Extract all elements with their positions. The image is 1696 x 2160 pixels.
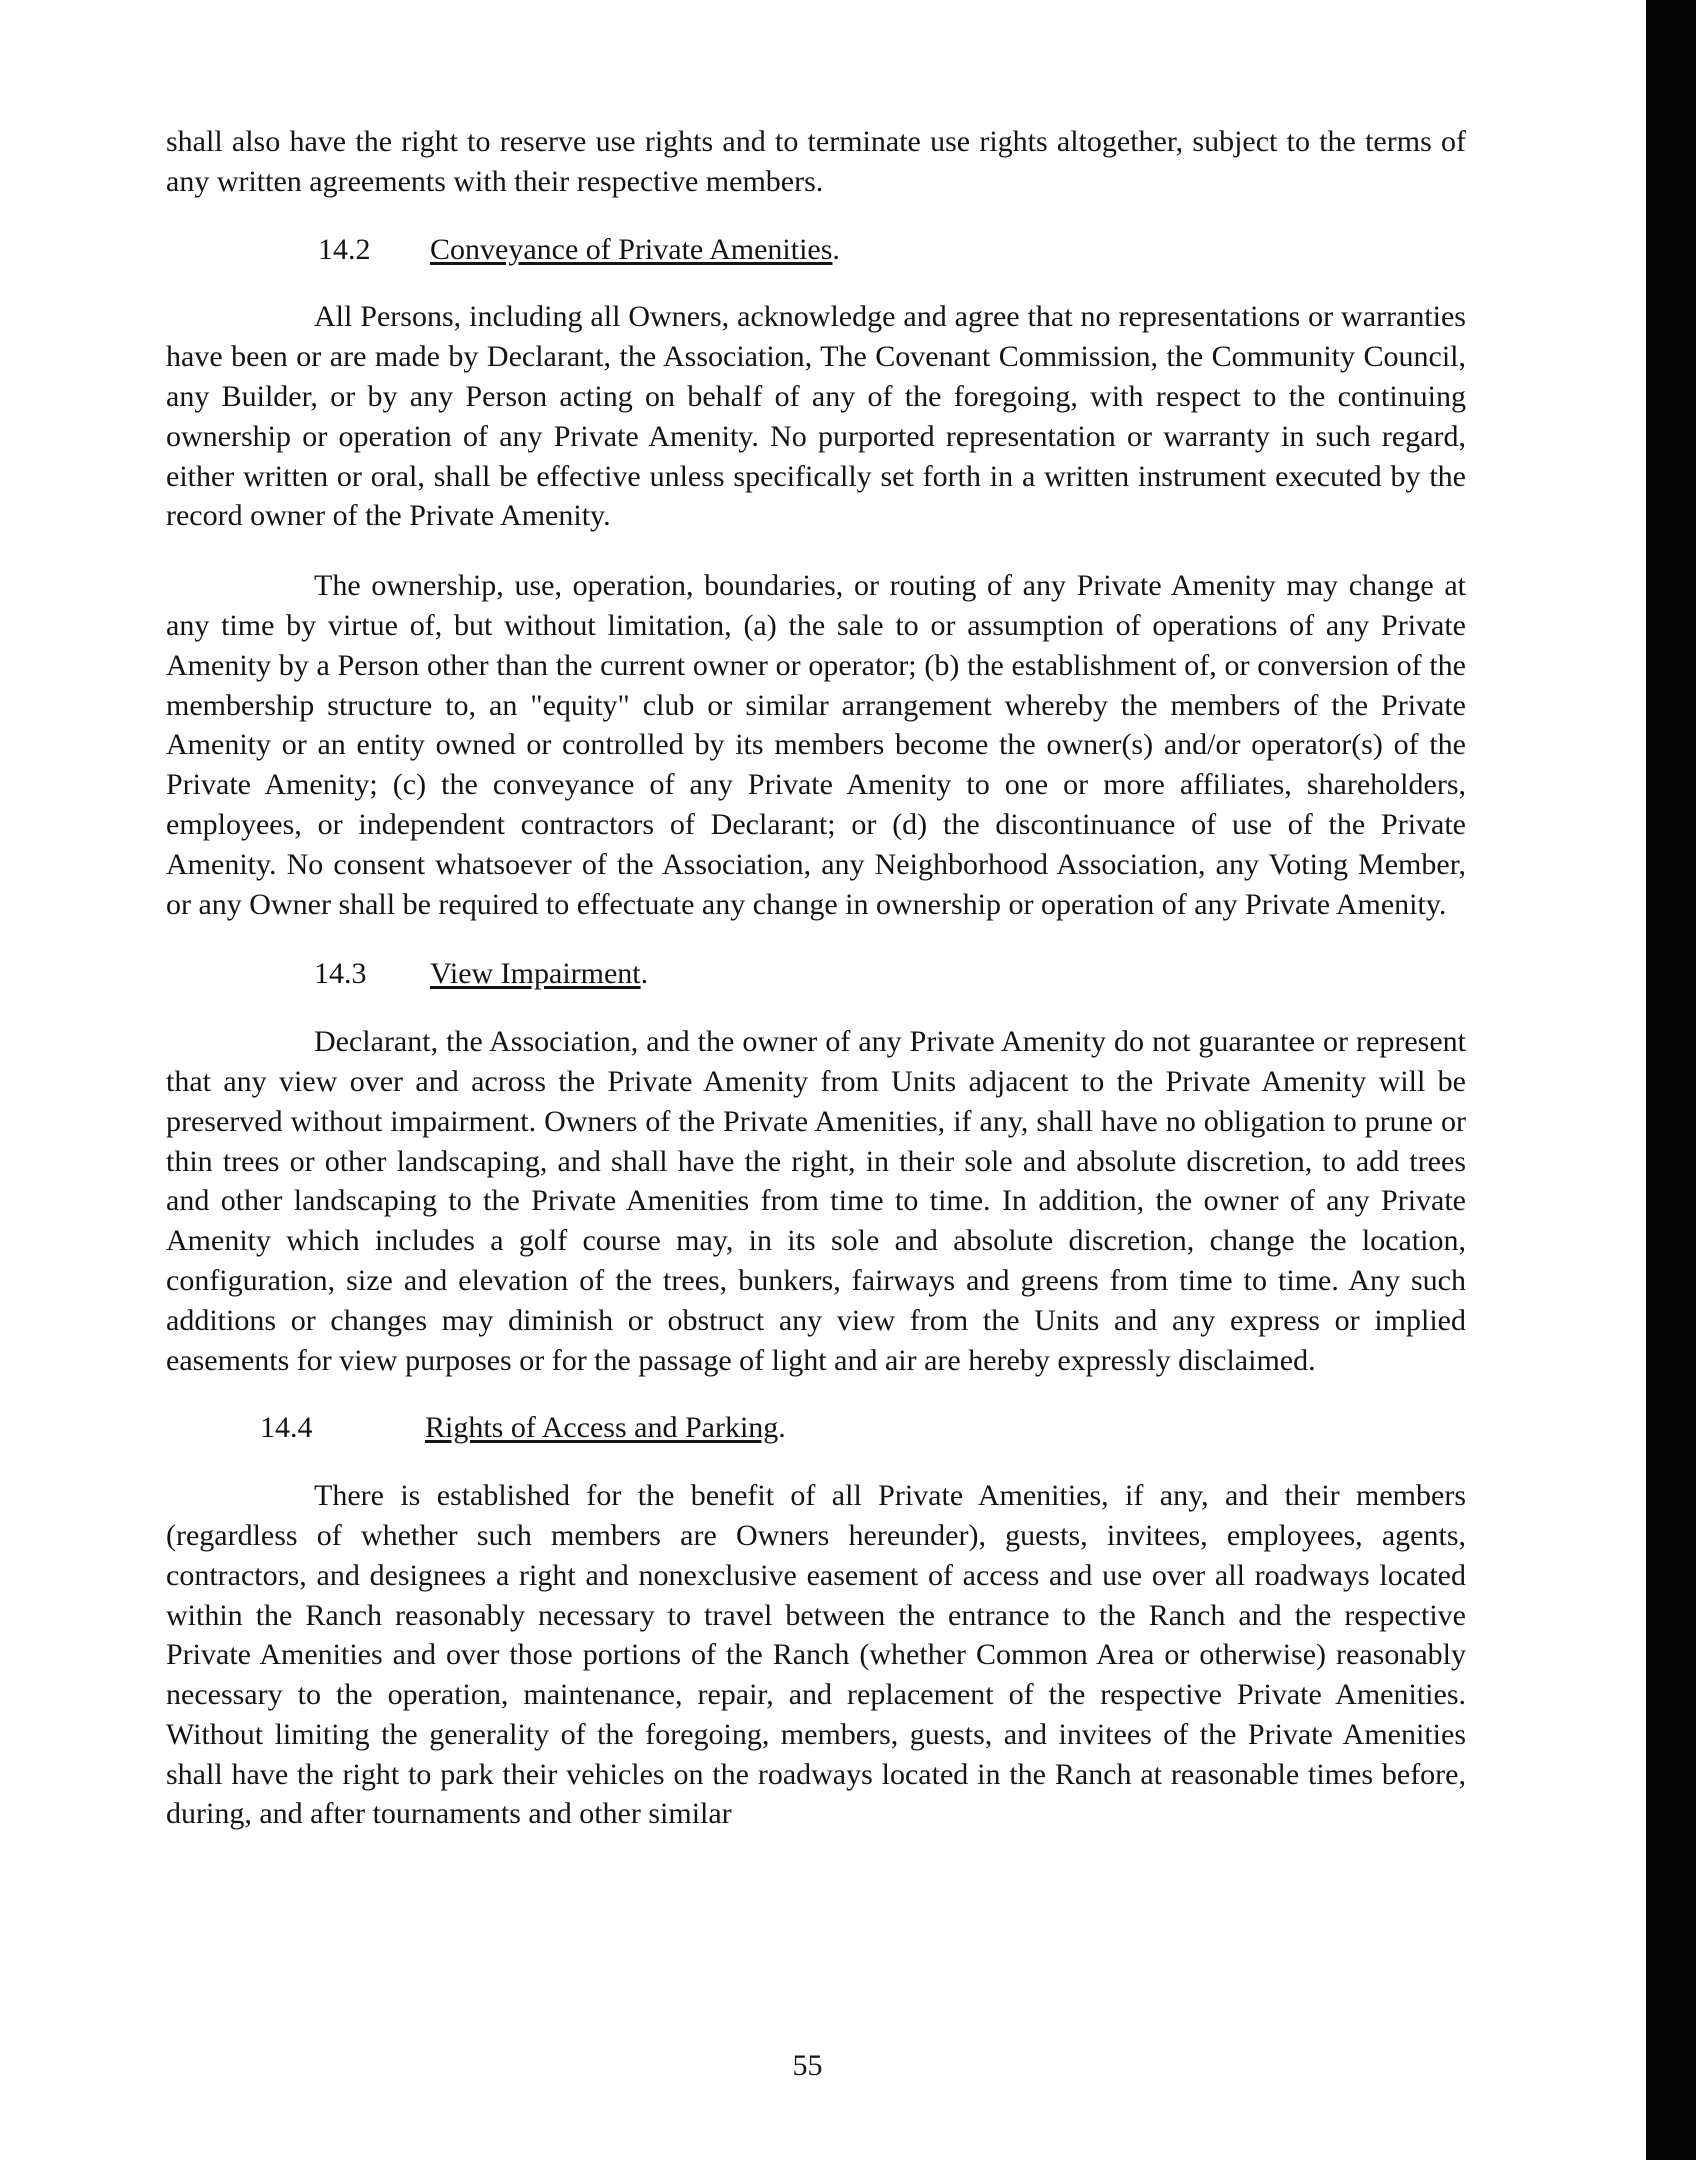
section-title: Conveyance of Private Amenities — [430, 232, 833, 266]
scan-border — [1646, 0, 1696, 2160]
paragraph: The ownership, use, operation, boundaries, or routing of any Private Amenity may change at any time by virtue of, but without limitation, (a) the sale to or assumption of operations of any Private Amenity by a Person other than the current owner or operator; (b) the establishment of, or conversion of the membership structure to, an "equity" club or similar arrangement whereby the members of the Private Amenity or an entity owned or controlled by its members become the owner(s) and/or operator(s) of the Private Amenity; (c) the conveyance of any Private Amenity to one or more affiliates, shareholders, employees, or independent contractors of Declarant; or (d) the discontinuance of use of the Private Amenity. No consent whatsoever of the Association, any Neighborhood Association, any Voting Member, or any Owner shall be required to effectuate any change in ownership or operation of any Private Amenity. — [166, 569, 1466, 921]
section-number: 14.4 — [260, 1411, 313, 1445]
section-number: 14.3 — [314, 957, 367, 991]
heading-period: . — [778, 1411, 786, 1445]
section-number: 14.2 — [318, 232, 371, 266]
section-title: Rights of Access and Parking — [425, 1411, 779, 1445]
document-body — [166, 122, 1466, 1834]
heading-period: . — [640, 957, 649, 991]
section-title: View Impairment — [430, 957, 641, 991]
heading-period: . — [832, 232, 840, 266]
page-number: 55 — [792, 2049, 823, 2082]
paragraph: Declarant, the Association, and the owner of any Private Amenity do not guarantee or represent that any view over and across the Private Amenity from Units adjacent to the Private Amenity will be preserved without impairment. Owners of the Private Amenities, if any, shall have no obligation to prune or thin trees or other landscaping, and shall have the right, in their sole and absolute discretion, to add trees and other landscaping to the Private Amenities from time to time. In addition, the owner of any Private Amenity which includes a golf course may, in its sole and absolute discretion, change the location, configuration, size and elevation of the trees, bunkers, fairways and greens from time to time. Any such additions or changes may diminish or obstruct any view from the Units and any express or implied easements for view purposes or for the passage of light and air are hereby expressly disclaimed. — [166, 1025, 1466, 1377]
continuation-paragraph: shall also have the right to reserve use rights and to terminate use rights altogether, subject to the terms of any written agreements with their respective members. — [166, 125, 1466, 198]
section-heading-14-3 — [166, 954, 1466, 994]
paragraph: All Persons, including all Owners, acknowledge and agree that no representations or warranties have been or are made by Declarant, the Association, The Covenant Commission, the Community Council, any Builder, or by any Person acting on behalf of any of the foregoing, with respect to the continuing ownership or operation of any Private Amenity. No purported representation or warranty in such regard, either written or oral, shall be effective unless specifically set forth in a written instrument executed by the record owner of the Private Amenity. — [166, 300, 1466, 533]
section-heading-14-2 — [166, 230, 1466, 270]
paragraph: There is established for the benefit of all Private Amenities, if any, and their members (regardless of whether such members are Owners hereunder), guests, invitees, employees, agents, contractors, and designees a right and nonexclusive easement of access and use over all roadways located within the Ranch reasonably necessary to travel between the entrance to the Ranch and the respective Private Amenities and over those portions of the Ranch (whether Common Area or otherwise) reasonably necessary to the operation, maintenance, repair, and replacement of the respective Private Amenities. Without limiting the generality of the foregoing, members, guests, and invitees of the Private Amenities shall have the right to park their vehicles on the roadways located in the Ranch at reasonable times before, during, and after tournaments and other similar — [166, 1479, 1466, 1831]
section-heading-14-4 — [166, 1408, 1466, 1448]
